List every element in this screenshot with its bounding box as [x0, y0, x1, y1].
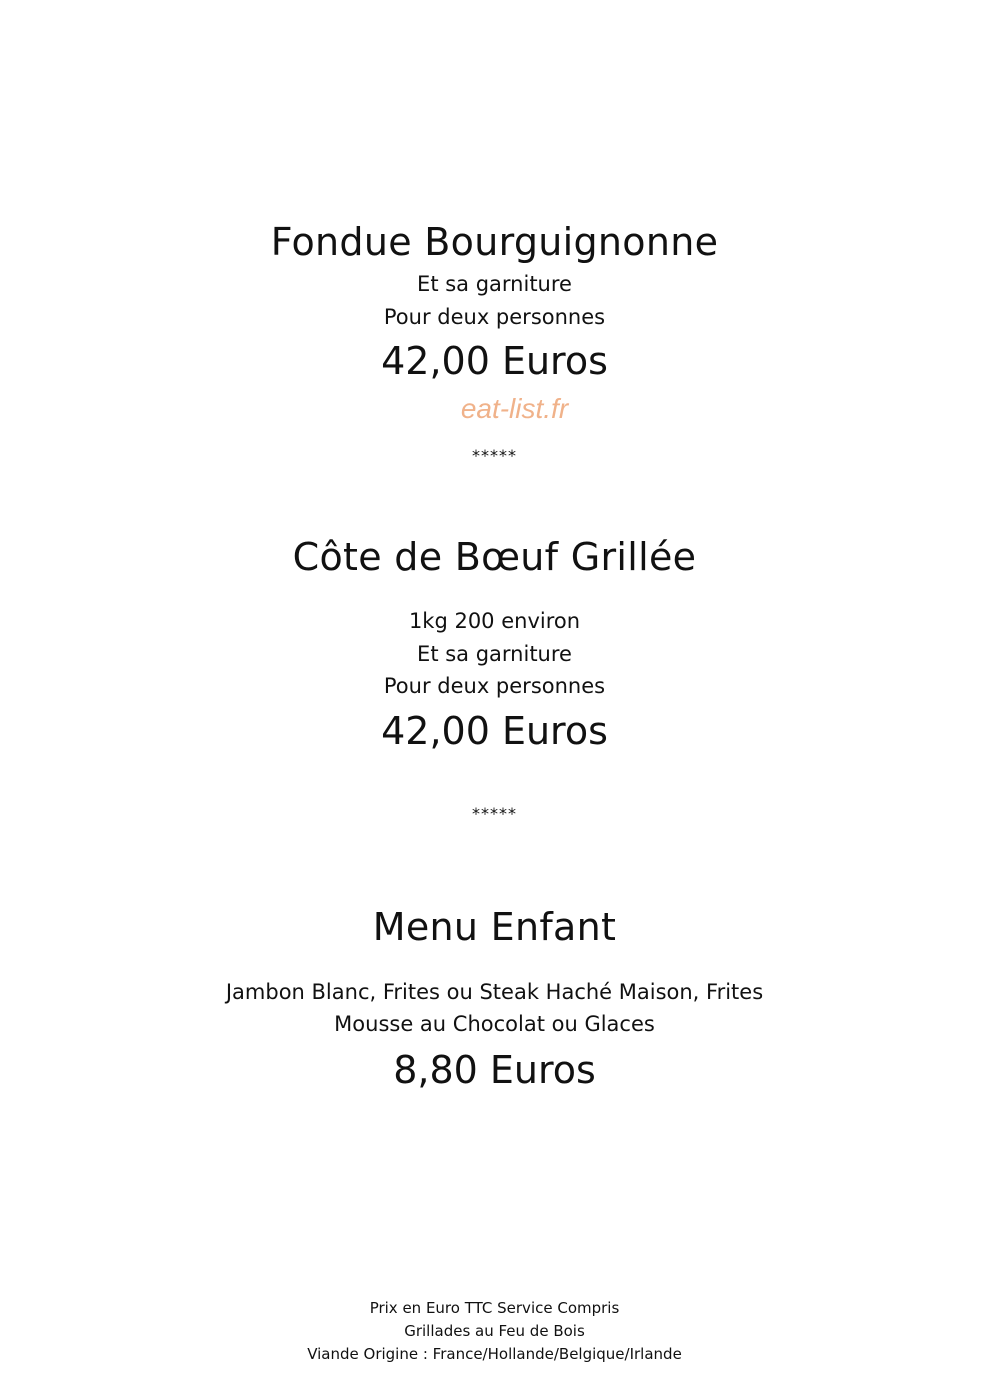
section-detail: Mousse au Chocolat ou Glaces	[334, 1012, 655, 1036]
watermark-text: eat-list.fr	[460, 393, 569, 424]
section-price: 8,80 Euros	[393, 1048, 596, 1092]
section-price: 42,00 Euros	[381, 709, 608, 753]
section-title-fondue: Fondue Bourguignonne	[270, 220, 719, 264]
section-detail: Pour deux personnes	[383, 674, 606, 698]
section-price: 42,00 Euros	[381, 339, 608, 383]
footer-line: Prix en Euro TTC Service Compris	[369, 1299, 620, 1317]
section-detail: Et sa garniture	[417, 272, 572, 296]
section-detail: Pour deux personnes	[383, 305, 606, 329]
section-detail: 1kg 200 environ	[408, 609, 581, 633]
section-detail: Jambon Blanc, Frites ou Steak Haché Maison, Frites	[225, 980, 764, 1004]
footer-line: Viande Origine : France/Hollande/Belgique/Irlande	[307, 1345, 682, 1363]
section-title-menu-enfant: Menu Enfant	[372, 905, 617, 949]
separator: *****	[472, 804, 517, 823]
separator: *****	[472, 446, 517, 465]
footer-line: Grillades au Feu de Bois	[404, 1322, 585, 1340]
section-detail: Et sa garniture	[417, 642, 572, 666]
section-title-cote-de-boeuf: Côte de Bœuf Grillée	[292, 535, 697, 579]
